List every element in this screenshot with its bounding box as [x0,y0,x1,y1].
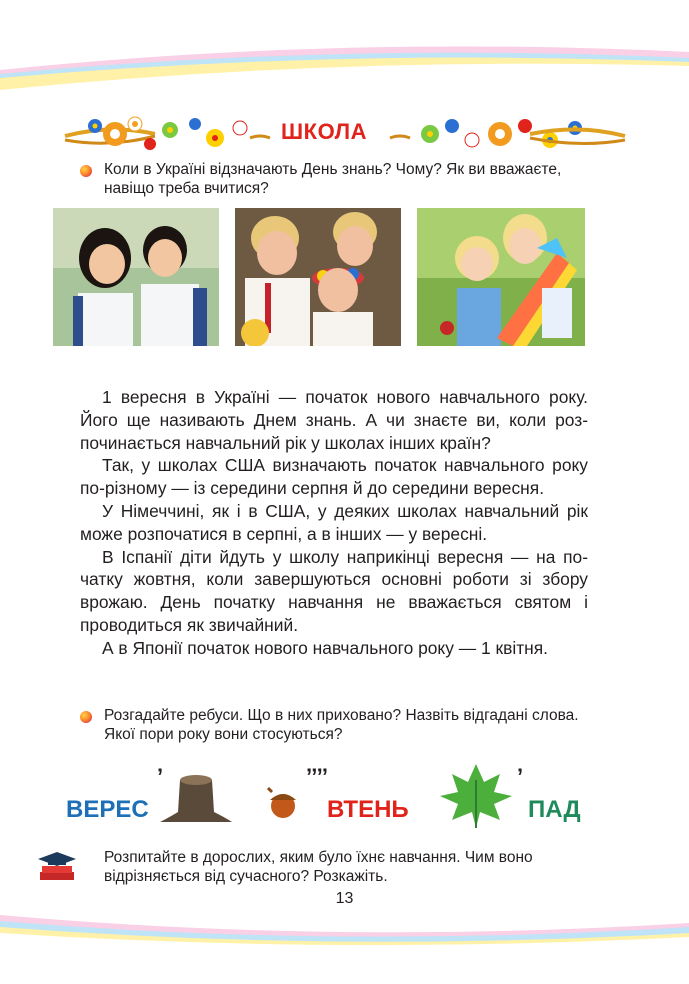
ukrainian-children-photo-icon [235,208,401,346]
books-graduation-cap-icon [36,850,78,884]
page-title: ШКОЛА [281,119,367,144]
rebus-3-word: ПАД [528,796,581,823]
photo-asian-schoolchildren [53,208,219,346]
paragraph: У Німеччині, як і в США, у деяких школах навчальний рік може розпочатися в серпні, а в інших — у вересні. [80,500,588,544]
rebus-2-apostrophes: ’’’’ [306,764,328,789]
homework-text: Розпитайте в дорослих, яким було їхнє навчання. Чим воно відрізняється від сучасного? Розкажіть. [104,849,533,885]
maple-leaf-icon [436,760,516,830]
photo-ukrainian-children [235,208,401,346]
rebus-3-apostrophes: ’ [517,764,524,789]
bullet-icon [80,165,92,177]
asian-schoolchildren-photo-icon [53,208,219,346]
rebus-1-word: ВЕРЕС [66,796,149,823]
photo-german-children [417,208,585,346]
bottom-rainbow-swoosh [0,905,689,955]
paragraph: А в Японії початок нового навчального року — 1 квітня. [102,637,549,658]
rebus-2-word: ВТЕНЬ [327,796,409,823]
tree-stump-icon [160,772,232,824]
bullet-icon [80,711,92,723]
main-text [80,386,588,660]
page-number: 13 [335,890,354,907]
question-2: Розгадайте ребуси. Що в них приховано? Назвіть відгадані слова. Якої пори року вони стосуються? [104,707,579,743]
paragraph: В Іспанії діти йдуть у школу наприкінці вересня — на початку жовтня, коли завершуються основні роботи зі збору врожаю. День початку навчання не вважається святом і проводиться як звичайний. [80,546,588,635]
paragraph: 1 вересня в Україні — початок нового навчального року. Його ще називають Днем знань. А чи знаєте ви, коли розпочинається навчальний рік у школах інших країн? [80,387,588,453]
rebus-1-apostrophes: ’ [157,764,164,789]
paragraph: Так, у школах США визначають початок навчального року по-різному — із середини серпня й до середини вересня. [80,455,588,499]
acorn-icon [264,784,302,820]
german-children-photo-icon [417,208,585,346]
question-1: Коли в Україні відзначають День знань? Чому? Як ви вважаєте, навіщо треба вчитися? [104,161,562,197]
flower-left-icon [88,117,270,150]
flower-right-icon [390,119,625,148]
top-rainbow-swoosh [0,40,689,90]
